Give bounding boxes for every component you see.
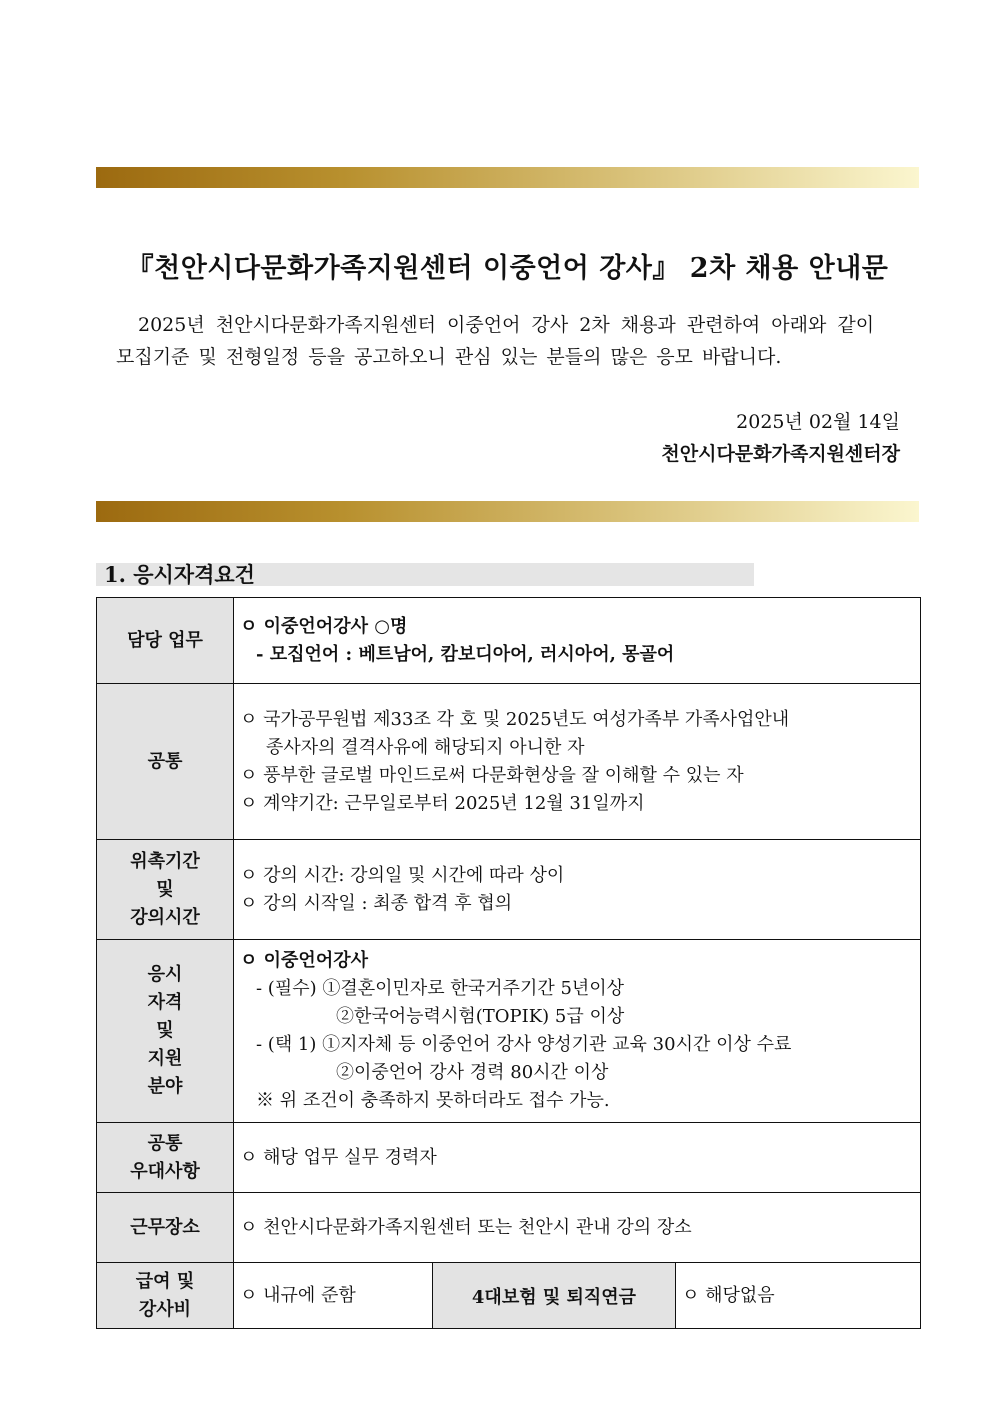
qualification-note: ※ 위 조건이 충족하지 못하더라도 접수 가능. bbox=[256, 1090, 610, 1111]
period-content bbox=[234, 840, 921, 940]
duty-line-2: - 모집언어 : 베트남어, 캄보디아어, 러시아어, 몽골어 bbox=[256, 643, 675, 665]
pay-header-1: 급여 및 bbox=[135, 1270, 195, 1292]
period-line-1: ㅇ 강의 시간: 강의일 및 시간에 따라 상이 bbox=[240, 864, 565, 886]
common-line-2: 종사자의 결격사유에 해당되지 아니한 자 bbox=[266, 736, 585, 758]
period-header-1: 위촉기간 bbox=[130, 850, 200, 872]
preference-header bbox=[97, 1123, 234, 1193]
pay-header bbox=[97, 1263, 234, 1329]
table-row-period bbox=[97, 840, 921, 940]
bottom-decorative-bar bbox=[96, 501, 919, 522]
workplace-header: 근무장소 bbox=[97, 1193, 234, 1263]
preference-header-1: 공통 bbox=[147, 1132, 183, 1154]
table-row-duty bbox=[97, 598, 921, 684]
insurance-header: 4대보험 및 퇴직연금 bbox=[433, 1263, 676, 1329]
announcement-date: 2025년 02월 14일 bbox=[736, 411, 900, 433]
qualification-table bbox=[96, 597, 921, 1329]
qualification-header-1: 응시 bbox=[147, 964, 183, 985]
intro-line-1: 2025년 천안시다문화가족지원센터 이중언어 강사 2차 채용과 관련하여 아래와 같이 bbox=[138, 314, 875, 336]
common-line-3: ㅇ 풍부한 글로벌 마인드로써 다문화현상을 잘 이해할 수 있는 자 bbox=[240, 764, 744, 786]
section-heading: 1. 응시자격요건 bbox=[96, 563, 754, 586]
qualification-line-4: - (택 1) ①지자체 등 이중언어 강사 양성기관 교육 30시간 이상 수료 bbox=[256, 1034, 792, 1055]
pay-header-2: 강사비 bbox=[138, 1298, 192, 1320]
duty-line-1: ㅇ 이중언어강사 ○명 bbox=[240, 615, 408, 637]
qualification-header-2: 자격 bbox=[147, 992, 183, 1013]
table-row-common bbox=[97, 684, 921, 840]
table-row-preference bbox=[97, 1123, 921, 1193]
qualification-header-4: 지원 bbox=[147, 1048, 183, 1069]
table-row-qualification bbox=[97, 940, 921, 1123]
preference-content bbox=[234, 1123, 921, 1193]
workplace-content bbox=[234, 1193, 921, 1263]
common-line-4: ㅇ 계약기간: 근무일로부터 2025년 12월 31일까지 bbox=[240, 792, 645, 814]
intro-line-2: 모집기준 및 전형일정 등을 공고하오니 관심 있는 분들의 많은 응모 바랍니다. bbox=[116, 346, 782, 368]
period-header-3: 강의시간 bbox=[130, 906, 200, 928]
qualification-line-5: ②이중언어 강사 경력 80시간 이상 bbox=[336, 1062, 609, 1083]
duty-header: 담당 업무 bbox=[97, 598, 234, 684]
table-row-workplace bbox=[97, 1193, 921, 1263]
qualification-header-5: 분야 bbox=[147, 1076, 183, 1097]
organization-name: 천안시다문화가족지원센터장 bbox=[661, 443, 900, 465]
table-row-pay bbox=[97, 1263, 921, 1329]
common-content bbox=[234, 684, 921, 840]
duty-content bbox=[234, 598, 921, 684]
qualification-content bbox=[234, 940, 921, 1123]
period-line-2: ㅇ 강의 시작일 : 최종 합격 후 협의 bbox=[240, 892, 513, 914]
common-line-1: ㅇ 국가공무원법 제33조 각 호 및 2025년도 여성가족부 가족사업안내 bbox=[240, 708, 790, 730]
qualification-header bbox=[97, 940, 234, 1123]
preference-header-2: 우대사항 bbox=[130, 1160, 200, 1182]
insurance-value: ㅇ 해당없음 bbox=[676, 1263, 921, 1329]
qualification-line-1: ㅇ 이중언어강사 bbox=[240, 950, 368, 971]
intro-paragraph bbox=[116, 309, 902, 373]
preference-line-1: ㅇ 해당 업무 실무 경력자 bbox=[240, 1146, 437, 1168]
top-decorative-bar bbox=[96, 167, 919, 188]
qualification-header-3: 및 bbox=[156, 1020, 174, 1041]
period-header-2: 및 bbox=[156, 878, 174, 900]
period-header bbox=[97, 840, 234, 940]
workplace-line-1: ㅇ 천안시다문화가족지원센터 또는 천안시 관내 강의 장소 bbox=[240, 1216, 692, 1238]
qualification-line-2: - (필수) ①결혼이민자로 한국거주기간 5년이상 bbox=[256, 978, 625, 999]
qualification-line-3: ②한국어능력시험(TOPIK) 5급 이상 bbox=[336, 1006, 625, 1027]
page-title: 『천안시다문화가족지원센터 이중언어 강사』 2차 채용 안내문 bbox=[126, 253, 889, 284]
pay-value: ㅇ 내규에 준함 bbox=[234, 1263, 433, 1329]
common-header: 공통 bbox=[97, 684, 234, 840]
